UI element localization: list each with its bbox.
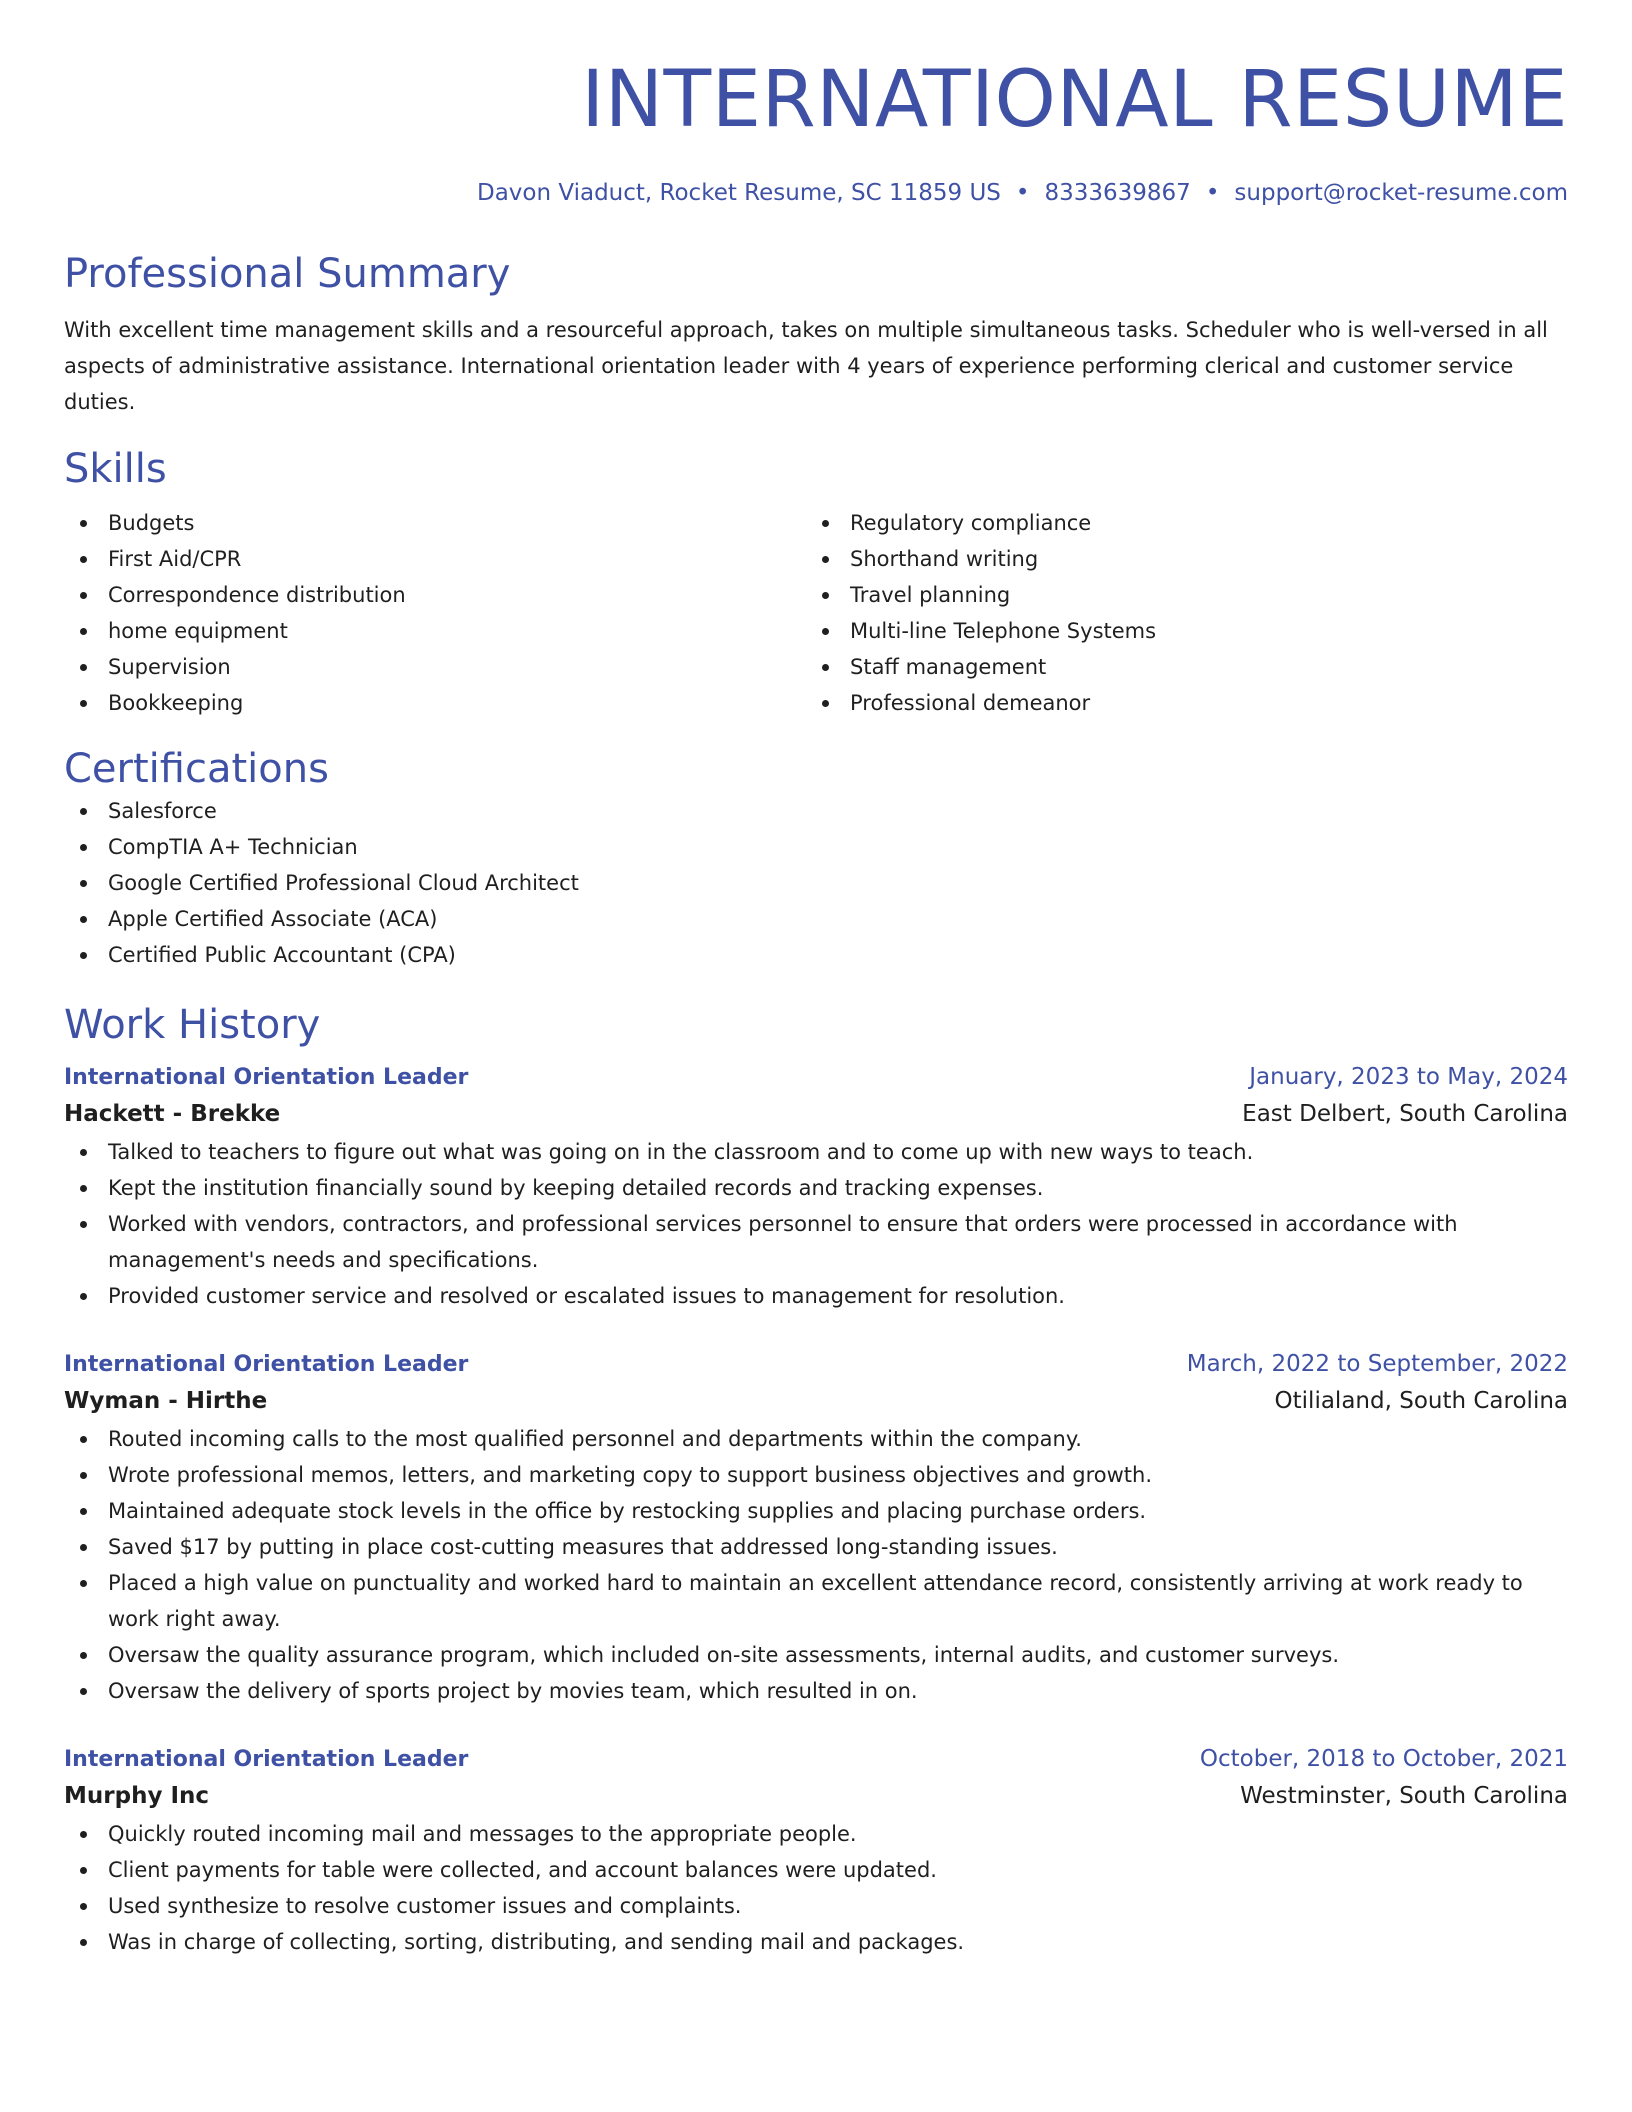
skill-item: Multi-line Telephone Systems <box>806 613 1548 649</box>
job-entry <box>64 1061 1568 1314</box>
job-bullet: Wrote professional memos, letters, and marketing copy to support business objectives and growth. <box>64 1457 1568 1493</box>
summary-text: With excellent time management skills and a resourceful approach, takes on multiple simultaneous tasks. Scheduler who is well-versed in all aspects of administrative assistance. International orientation leader with 4 years of experience performing clerical and customer service duties. <box>64 318 1548 414</box>
job-bullet: Placed a high value on punctuality and worked hard to maintain an excellent attendance record, consistently arriving at work ready to work right away. <box>64 1565 1568 1637</box>
job-bullet: Client payments for table were collected, and account balances were updated. <box>64 1852 1568 1888</box>
contact-phone: 8333639867 <box>1044 180 1191 206</box>
job-entry <box>64 1348 1568 1709</box>
certifications-list <box>64 793 1568 973</box>
job-title: International Orientation Leader <box>64 1747 469 1772</box>
resume-page <box>64 0 1568 1960</box>
job-bullets <box>64 1134 1568 1314</box>
skills-list-right <box>806 505 1548 721</box>
skills-list-left <box>64 505 806 721</box>
job-dates: January, 2023 to May, 2024 <box>1249 1064 1568 1090</box>
resume-header <box>64 55 1568 207</box>
contact-address: Davon Viaduct, Rocket Resume, SC 11859 US <box>476 180 1001 206</box>
job-title-row <box>64 1743 1568 1776</box>
job-bullet: Routed incoming calls to the most qualified personnel and departments within the company. <box>64 1421 1568 1457</box>
job-bullet: Oversaw the delivery of sports project by movies team, which resulted in on. <box>64 1673 1568 1709</box>
job-bullet: Kept the institution financially sound by keeping detailed records and tracking expenses. <box>64 1170 1568 1206</box>
job-entry <box>64 1743 1568 1960</box>
skill-item: home equipment <box>64 613 806 649</box>
skill-item: Staff management <box>806 649 1548 685</box>
job-bullet: Oversaw the quality assurance program, which included on-site assessments, internal audits, and customer surveys. <box>64 1637 1568 1673</box>
contact-line <box>64 179 1568 207</box>
skill-item: Travel planning <box>806 577 1548 613</box>
job-dates: March, 2022 to September, 2022 <box>1186 1351 1568 1377</box>
job-bullet: Provided customer service and resolved or escalated issues to management for resolution. <box>64 1278 1568 1314</box>
job-title-row <box>64 1348 1568 1381</box>
contact-email: support@rocket-resume.com <box>1234 180 1568 206</box>
job-company-row <box>64 1094 1568 1134</box>
job-bullets <box>64 1816 1568 1960</box>
skill-item: First Aid/CPR <box>64 541 806 577</box>
skill-item: Correspondence distribution <box>64 577 806 613</box>
job-bullet: Maintained adequate stock levels in the office by restocking supplies and placing purchase orders. <box>64 1493 1568 1529</box>
job-company-row <box>64 1381 1568 1421</box>
job-bullet: Worked with vendors, contractors, and professional services personnel to ensure that orders were processed in accordance with management's needs and specifications. <box>64 1206 1568 1278</box>
skill-item: Regulatory compliance <box>806 505 1548 541</box>
job-location: Westminster, South Carolina <box>1240 1783 1568 1809</box>
work-history-heading: Work History <box>64 1002 321 1048</box>
job-title: International Orientation Leader <box>64 1065 469 1090</box>
job-company: Wyman - Hirthe <box>64 1388 268 1414</box>
summary-heading: Professional Summary <box>64 251 511 297</box>
certification-item: Salesforce <box>64 793 1568 829</box>
job-title-row <box>64 1061 1568 1094</box>
certification-item: Certified Public Accountant (CPA) <box>64 937 1568 973</box>
resume-name: INTERNATIONAL RESUME <box>581 55 1568 145</box>
skill-item: Professional demeanor <box>806 685 1548 721</box>
job-bullet: Quickly routed incoming mail and messages to the appropriate people. <box>64 1816 1568 1852</box>
skill-item: Shorthand writing <box>806 541 1548 577</box>
job-bullets <box>64 1421 1568 1709</box>
certifications-heading: Certifications <box>64 746 329 792</box>
job-location: East Delbert, South Carolina <box>1242 1101 1568 1127</box>
contact-separator: • <box>1015 180 1030 206</box>
job-company: Murphy Inc <box>64 1783 210 1809</box>
job-company-row <box>64 1776 1568 1816</box>
job-bullet: Saved $17 by putting in place cost-cutting measures that addressed long-standing issues. <box>64 1529 1568 1565</box>
job-company: Hackett - Brekke <box>64 1101 281 1127</box>
job-bullet: Used synthesize to resolve customer issues and complaints. <box>64 1888 1568 1924</box>
job-dates: October, 2018 to October, 2021 <box>1199 1746 1568 1772</box>
job-bullet: Was in charge of collecting, sorting, distributing, and sending mail and packages. <box>64 1924 1568 1960</box>
skills-heading: Skills <box>64 446 167 492</box>
certification-item: Google Certified Professional Cloud Architect <box>64 865 1568 901</box>
skill-item: Bookkeeping <box>64 685 806 721</box>
certification-item: Apple Certified Associate (ACA) <box>64 901 1568 937</box>
job-bullet: Talked to teachers to figure out what was going on in the classroom and to come up with new ways to teach. <box>64 1134 1568 1170</box>
skills-grid <box>64 505 1568 721</box>
job-location: Otilialand, South Carolina <box>1274 1388 1568 1414</box>
skill-item: Budgets <box>64 505 806 541</box>
skill-item: Supervision <box>64 649 806 685</box>
contact-separator: • <box>1205 180 1220 206</box>
certification-item: CompTIA A+ Technician <box>64 829 1568 865</box>
job-title: International Orientation Leader <box>64 1352 469 1377</box>
